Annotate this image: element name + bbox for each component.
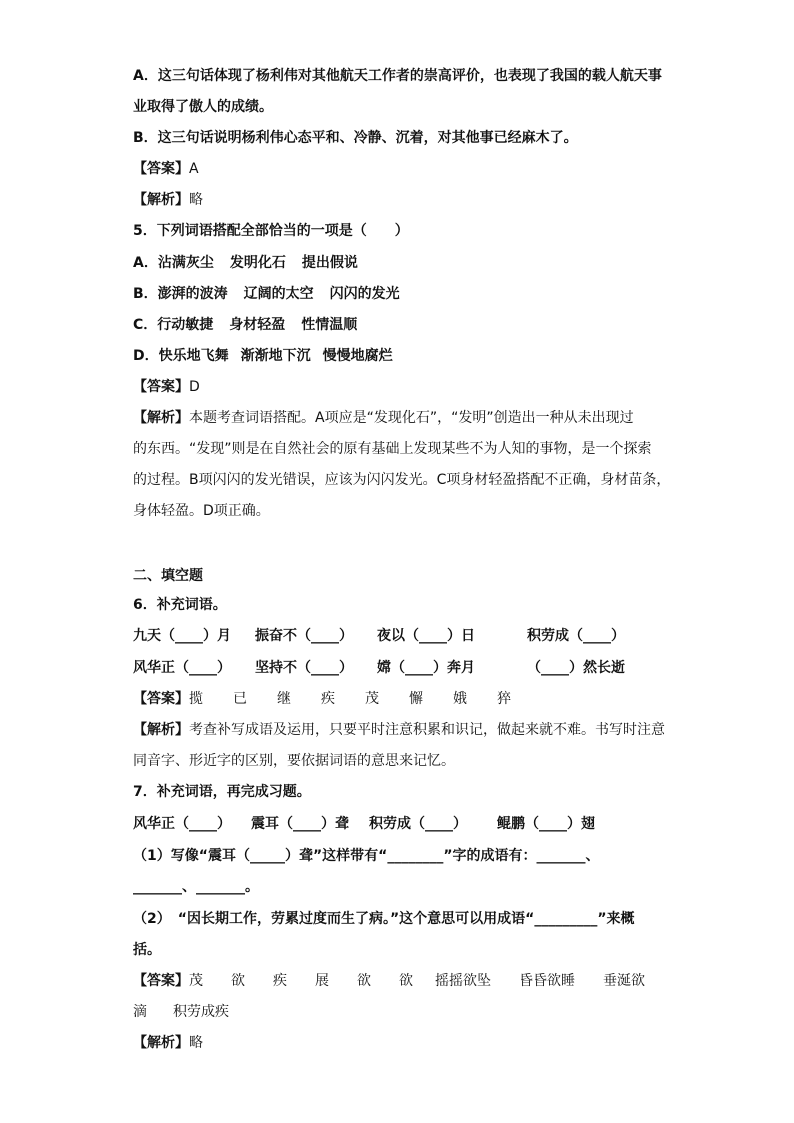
q6-analysis-line2: 同音字、形近字的区别，要依据词语的意思来记忆。 bbox=[133, 753, 455, 769]
q5-option-c bbox=[133, 315, 357, 335]
analysis-tag: 【解析】 bbox=[133, 192, 189, 208]
idiom-blank: （____）然长逝 bbox=[527, 660, 625, 676]
answer-value: 摇摇欲坠 bbox=[435, 973, 491, 989]
answer-value: 滴 bbox=[133, 1004, 147, 1020]
idiom-blank: 九天（____）月 bbox=[133, 628, 231, 644]
q6-row1 bbox=[133, 626, 625, 646]
q5-analysis-line2: 的东西。“发现”则是在自然社会的原有基础上发现某些不为人知的事物，是一个探索 bbox=[133, 441, 652, 457]
answer-value: 垂涎欲 bbox=[603, 973, 645, 989]
idiom-blank: 振奋不（____） bbox=[255, 628, 353, 644]
analysis-text: 考查补写成语及运用，只要平时注意积累和识记，做起来就不难。书写时注意 bbox=[189, 722, 665, 738]
analysis-tag: 【解析】 bbox=[133, 1035, 189, 1051]
option-item: 澎湃的波涛 bbox=[157, 286, 228, 302]
analysis-text: 略 bbox=[189, 1035, 203, 1051]
answer-value: 娥 bbox=[453, 691, 467, 707]
idiom-blank: 风华正（____） bbox=[133, 660, 231, 676]
answer-value: 疾 bbox=[321, 691, 335, 707]
option-item: 提出假说 bbox=[301, 255, 358, 271]
answer-value: 已 bbox=[233, 691, 247, 707]
option-label: A． bbox=[133, 255, 158, 271]
q7-sub2-line1: （2） “因长期工作，劳累过度而生了病。”这个意思可以用成语“_________”来概 bbox=[133, 911, 635, 927]
q7-analysis bbox=[133, 1033, 203, 1053]
answer-value: D bbox=[189, 379, 200, 395]
analysis-text: 本题考查词语搭配。A项应是“发现化石”，“发明”创造出一种从未出现过 bbox=[189, 410, 634, 426]
q6-stem: 6．补充词语。 bbox=[133, 597, 227, 613]
option-item: 身材轻盈 bbox=[229, 317, 286, 333]
answer-value: 欲 bbox=[231, 973, 245, 989]
option-item: 沾满灰尘 bbox=[157, 255, 214, 271]
answer-tag: 【答案】 bbox=[133, 379, 189, 395]
answer-value: 猝 bbox=[497, 691, 511, 707]
section-title: 二、填空题 bbox=[133, 568, 203, 584]
answer-value: A bbox=[189, 161, 199, 177]
option-item: 性情温顺 bbox=[301, 317, 358, 333]
option-item: 辽阔的太空 bbox=[243, 286, 314, 302]
idiom-blank: 风华正（____） bbox=[133, 816, 231, 832]
q6-answer bbox=[133, 689, 511, 709]
q4-answer bbox=[133, 159, 199, 179]
answer-tag: 【答案】 bbox=[133, 161, 189, 177]
option-item: 发明化石 bbox=[229, 255, 286, 271]
q5-analysis-line1 bbox=[133, 408, 634, 428]
idiom-blank: 坚持不（____） bbox=[255, 660, 353, 676]
answer-value: 积劳成疾 bbox=[173, 1004, 229, 1020]
q7-answer-line2 bbox=[133, 1002, 229, 1022]
answer-value: 茂 bbox=[365, 691, 379, 707]
option-item: 慢慢地腐烂 bbox=[322, 348, 393, 364]
q4-option-b: B．这三句话说明杨利伟心态平和、冷静、沉着，对其他事已经麻木了。 bbox=[133, 130, 578, 146]
q7-row bbox=[133, 814, 595, 834]
q7-sub2-line2: 括。 bbox=[133, 942, 161, 958]
q4-option-a-line2: 业取得了傲人的成绩。 bbox=[133, 99, 273, 115]
answer-value: 揽 bbox=[189, 691, 203, 707]
analysis-tag: 【解析】 bbox=[133, 410, 189, 426]
q5-option-d bbox=[133, 346, 393, 366]
q4-analysis bbox=[133, 190, 203, 210]
idiom-blank: 鲲鹏（____）翅 bbox=[497, 816, 595, 832]
q7-answer-line1 bbox=[133, 971, 645, 991]
answer-value: 昏昏欲睡 bbox=[519, 973, 575, 989]
idiom-blank: 积劳成（____） bbox=[527, 628, 625, 644]
option-label: D． bbox=[133, 348, 159, 364]
answer-tag: 【答案】 bbox=[133, 691, 189, 707]
option-item: 闪闪的发光 bbox=[329, 286, 400, 302]
q5-analysis-line4: 身体轻盈。D项正确。 bbox=[133, 503, 270, 519]
idiom-blank: 积劳成（____） bbox=[369, 816, 467, 832]
answer-value: 欲 bbox=[399, 973, 413, 989]
q5-answer bbox=[133, 377, 200, 397]
answer-value: 继 bbox=[277, 691, 291, 707]
idiom-blank: 夜以（____）日 bbox=[377, 628, 475, 644]
idiom-blank: 嫦（____）奔月 bbox=[377, 660, 475, 676]
answer-value: 茂 bbox=[189, 973, 203, 989]
answer-value: 欲 bbox=[357, 973, 371, 989]
q4-option-a-line1: A．这三句话体现了杨利伟对其他航天工作者的崇高评价，也表现了我国的载人航天事 bbox=[133, 68, 662, 84]
q7-sub1-line1: （1）写像“震耳（_____）聋”这样带有“________”字的成语有：_______、 bbox=[133, 848, 600, 864]
option-label: B． bbox=[133, 286, 158, 302]
q6-row2 bbox=[133, 658, 625, 678]
answer-value: 疾 bbox=[273, 973, 287, 989]
q5-option-a bbox=[133, 253, 358, 273]
analysis-tag: 【解析】 bbox=[133, 722, 189, 738]
q5-option-b bbox=[133, 284, 400, 304]
q7-stem: 7．补充词语，再完成习题。 bbox=[133, 784, 311, 800]
analysis-text: 略 bbox=[189, 192, 203, 208]
q6-analysis-line1 bbox=[133, 720, 665, 740]
q7-sub1-line2: _______、_______。 bbox=[133, 879, 259, 895]
option-label: C． bbox=[133, 317, 158, 333]
answer-tag: 【答案】 bbox=[133, 973, 189, 989]
answer-value: 懈 bbox=[409, 691, 423, 707]
option-item: 行动敏捷 bbox=[157, 317, 214, 333]
answer-value: 展 bbox=[315, 973, 329, 989]
option-item: 渐渐地下沉 bbox=[240, 348, 311, 364]
q5-stem: 5．下列词语搭配全部恰当的一项是（ ） bbox=[133, 223, 409, 239]
idiom-blank: 震耳（____）聋 bbox=[251, 816, 349, 832]
option-item: 快乐地飞舞 bbox=[158, 348, 229, 364]
q5-analysis-line3: 的过程。B项闪闪的发光错误，应该为闪闪发光。C项身材轻盈搭配不正确，身材苗条， bbox=[133, 472, 671, 488]
